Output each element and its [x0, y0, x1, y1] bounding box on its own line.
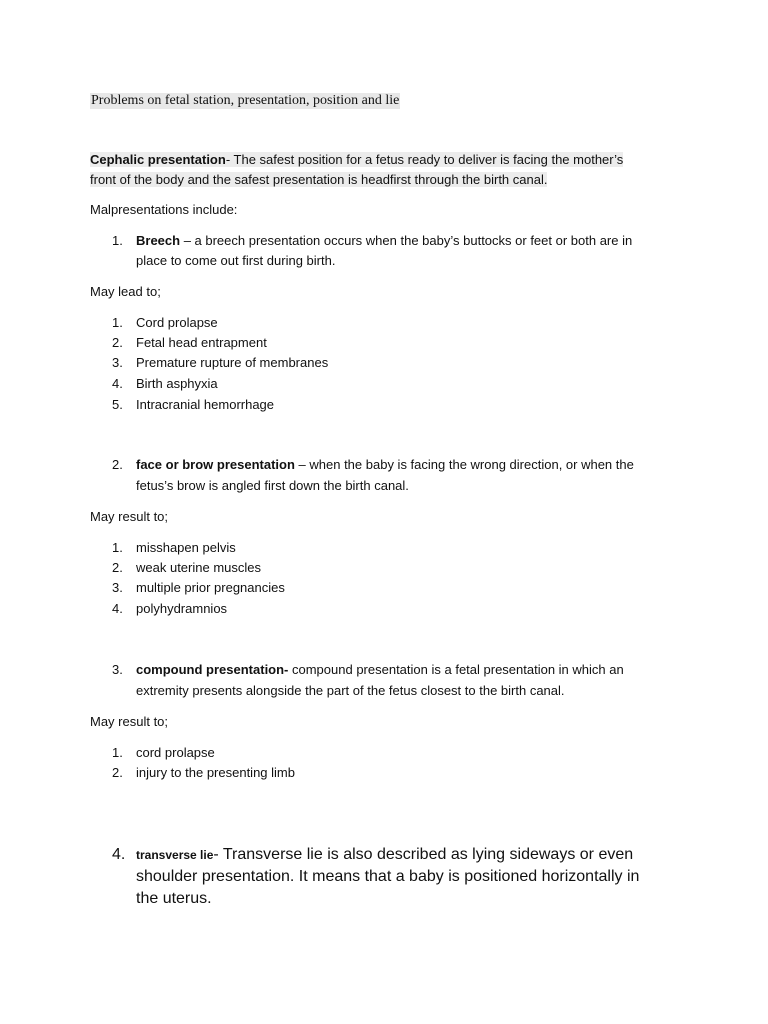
transverse-line-3: the uterus.: [136, 890, 212, 907]
cephalic-line-1: - The safest position for a fetus ready to deliver is facing the mother’s: [225, 152, 624, 167]
page-title: Problems on fetal station, presentation, position and lie: [91, 93, 400, 108]
compound-text-1: compound presentation is a fetal presentation in which an: [288, 662, 624, 677]
cephalic-paragraph-cont: [90, 170, 547, 190]
breech-line-1: [136, 231, 632, 251]
list-item: Cord prolapse: [136, 315, 218, 330]
compound-number: 3.: [112, 662, 123, 677]
list-item-number: 2.: [112, 765, 123, 780]
transverse-number: 4.: [112, 846, 126, 863]
compound-term: compound presentation-: [136, 662, 289, 677]
list-item: Intracranial hemorrhage: [136, 397, 275, 412]
list-item-number: 2.: [112, 335, 123, 350]
list-item: Premature rupture of membranes: [136, 355, 329, 370]
breech-text-1: – a breech presentation occurs when the baby’s buttocks or feet or both are in: [180, 233, 633, 248]
transverse-text-1: - Transverse lie is also described as lying sideways or even: [213, 846, 634, 863]
list-item-number: 1.: [112, 745, 123, 760]
breech-lead-label: May lead to;: [90, 284, 161, 299]
transverse-line-2: shoulder presentation. It means that a baby is positioned horizontally in: [136, 868, 640, 885]
list-item: Fetal head entrapment: [136, 335, 267, 350]
list-item: misshapen pelvis: [136, 540, 236, 555]
malpresentations-label: Malpresentations include:: [90, 202, 238, 217]
transverse-line-1: [136, 844, 633, 866]
face-line-2: fetus’s brow is angled first down the birth canal.: [136, 478, 409, 493]
list-item: weak uterine muscles: [136, 560, 261, 575]
list-item-number: 3.: [112, 355, 123, 370]
cephalic-line-2: front of the body and the safest presentation is headfirst through the birth canal.: [90, 172, 548, 187]
list-item-number: 4.: [112, 601, 123, 616]
list-item: injury to the presenting limb: [136, 765, 295, 780]
compound-line-2: extremity presents alongside the part of the fetus closest to the birth canal.: [136, 683, 565, 698]
face-line-1: [136, 455, 634, 475]
list-item-number: 3.: [112, 580, 123, 595]
list-item-number: 2.: [112, 560, 123, 575]
list-item: multiple prior pregnancies: [136, 580, 285, 595]
compound-result-label: May result to;: [90, 714, 169, 729]
face-number: 2.: [112, 457, 123, 472]
list-item: polyhydramnios: [136, 601, 228, 616]
transverse-term: transverse lie: [136, 848, 214, 862]
face-text-1: – when the baby is facing the wrong direction, or when the: [294, 457, 634, 472]
face-result-label: May result to;: [90, 509, 169, 524]
breech-number: 1.: [112, 233, 123, 248]
breech-term: Breech: [136, 233, 181, 248]
list-item-number: 4.: [112, 376, 123, 391]
list-item-number: 1.: [112, 540, 123, 555]
list-item-number: 1.: [112, 315, 123, 330]
face-term: face or brow presentation: [136, 457, 295, 472]
list-item: Birth asphyxia: [136, 376, 218, 391]
cephalic-paragraph: [90, 150, 623, 170]
list-item: cord prolapse: [136, 745, 215, 760]
breech-line-2: place to come out first during birth.: [136, 253, 336, 268]
cephalic-term: Cephalic presentation: [90, 152, 226, 167]
compound-line-1: [136, 660, 624, 680]
list-item-number: 5.: [112, 397, 123, 412]
